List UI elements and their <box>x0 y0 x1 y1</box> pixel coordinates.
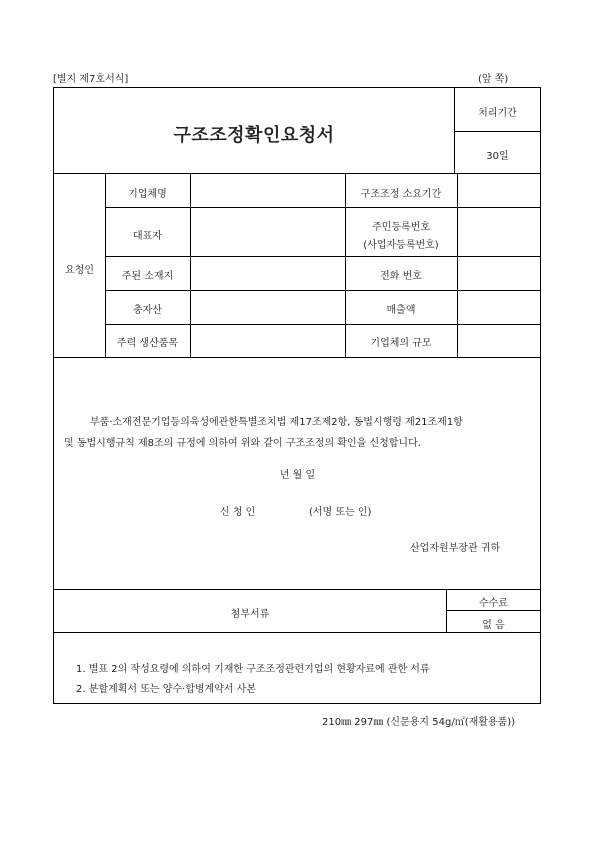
phone-label: 전화 번호 <box>380 271 422 282</box>
attachment-item-1: 1. 별표 2의 작성요령에 의하여 기재한 구조조정관련기업의 현황자료에 관한 서류 <box>76 664 430 675</box>
company-size-label: 기업체의 규모 <box>370 338 432 349</box>
form-title: 구조조정확인요청서 <box>173 125 335 146</box>
statement-line-2: 및 동법시행규칙 제8조의 규정에 의하여 위와 같이 구조조정의 확인을 신청합니다. <box>64 438 421 449</box>
fee-value: 없 음 <box>482 620 505 631</box>
page-side-label: (앞 쪽) <box>478 74 509 85</box>
applicant-group-label: 요청인 <box>65 265 94 276</box>
processing-period-label: 처리기간 <box>478 108 517 119</box>
resident-number-label: 주민등록번호 <box>372 222 430 233</box>
processing-period-value: 30일 <box>486 151 509 162</box>
main-address-label: 주된 소재지 <box>121 271 174 282</box>
main-products-label: 주력 생산품목 <box>116 338 179 349</box>
form-number: [별지 제7호서식] <box>53 74 129 85</box>
attachments-label: 첨부서류 <box>230 609 270 620</box>
applicant-signature-label: 신 청 인 <box>220 507 256 518</box>
total-assets-label: 총자산 <box>133 305 162 316</box>
business-number-label: (사업자등록번호) <box>363 240 439 251</box>
paper-spec: 210㎜ 297㎜ (신문용지 54g/㎡(재활용품)) <box>322 717 516 728</box>
representative-label: 대표자 <box>133 231 162 242</box>
signature-or-seal[interactable]: (서명 또는 인) <box>309 507 372 518</box>
attachment-item-2: 2. 분할계획서 또는 양수·합병계약서 사본 <box>76 684 256 695</box>
statement-line-1: 부품·소재전문기업등의육성에관한특별조치법 제17조제2항, 동법시행령 제21조제1항 <box>90 417 463 428</box>
request-form <box>53 87 541 704</box>
recipient: 산업자원부장관 귀하 <box>410 543 501 554</box>
fee-label: 수수료 <box>479 598 508 609</box>
sales-label: 매출액 <box>386 305 416 316</box>
date-line[interactable]: 년 월 일 <box>279 470 316 481</box>
company-name-label: 기업체명 <box>128 189 167 200</box>
restructuring-period-label: 구조조정 소요기간 <box>360 189 442 200</box>
